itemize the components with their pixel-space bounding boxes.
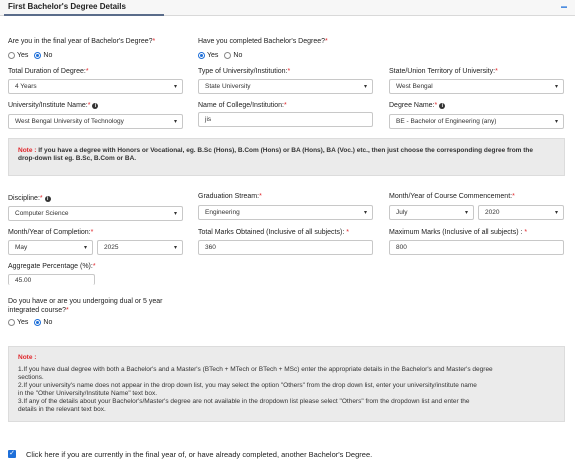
dual-degree-no-label: No <box>43 319 53 326</box>
college-input[interactable]: jis <box>198 112 373 127</box>
degree-note-text: Note : If you have a degree with Honors or Vocational, eg. B.Sc (Hons), B.Com (Hons) or BA (Hons), BA (Voc.) etc., then just choose the corresponding degree from the drop-down list eg. B.Sc, B.Com or BA. <box>18 147 534 162</box>
title-underline <box>4 14 164 16</box>
dual-degree-yes-label: Yes <box>17 319 29 326</box>
completed-no-radio[interactable] <box>224 52 231 59</box>
state-select[interactable]: West Bengal ▾ <box>389 79 564 94</box>
uni-type-label: Type of University/Institution:* <box>198 68 291 75</box>
discipline-select[interactable]: Computer Science ▾ <box>8 206 183 221</box>
dual-degree-no-radio[interactable] <box>34 319 41 326</box>
final-year-yes-label: Yes <box>17 52 29 59</box>
dual-degree-question: Do you have or are you undergoing dual or 5 year integrated course?* <box>8 298 163 314</box>
commencement-month-select[interactable]: July ▾ <box>389 205 474 220</box>
aggregate-label: Aggregate Percentage (%):* <box>8 263 96 270</box>
degree-label: Degree Name:* i <box>389 102 445 109</box>
stream-label: Graduation Stream:* <box>198 193 262 200</box>
degree-select[interactable]: BE - Bachelor of Engineering (any) ▾ <box>389 114 564 129</box>
info-icon[interactable]: i <box>45 196 51 202</box>
duration-label: Total Duration of Degree:* <box>8 68 89 75</box>
general-note-text: Note : 1.If you have dual degree with both a Bachelor's and a Master's (BTech + MTech or BTech + MSc) enter the appropriate details in the Bachelor's and Master's degree sections. 2.If your university's name does not appear in the drop down list, you may select the option "Others" from the drop down list, enter your university/institute name in the "Other University/Institute Name" text box. 3.If any of the details about your Bachelor's/Master's degree are not available in the dropdown list please select "Others" from the dropdown list and enter the details in the relevant text box. <box>18 354 493 413</box>
section-title: First Bachelor's Degree Details <box>8 2 126 11</box>
collapse-icon[interactable]: − <box>560 0 568 14</box>
completed-question: Have you completed Bachelor's Degree?* <box>198 38 328 45</box>
total-marks-input[interactable]: 360 <box>198 240 373 255</box>
another-degree-label[interactable]: Click here if you are currently in the final year of, or have already completed, another Bachelor's Degree. <box>26 450 373 459</box>
commencement-label: Month/Year of Course Commencement:* <box>389 193 515 200</box>
section-header <box>0 0 575 16</box>
another-degree-checkbox[interactable]: ✓ <box>9 450 15 457</box>
general-note-box <box>8 346 565 422</box>
completion-year-select[interactable]: 2025 ▾ <box>97 240 183 255</box>
final-year-no-radio[interactable] <box>34 52 41 59</box>
dual-degree-yes-radio[interactable] <box>8 319 15 326</box>
commencement-year-select[interactable]: 2020 ▾ <box>478 205 564 220</box>
dual-degree-radio-group <box>8 319 56 326</box>
university-select[interactable]: West Bengal University of Technology ▾ <box>8 114 183 129</box>
completed-radio-group <box>198 52 246 59</box>
state-label: State/Union Territory of University:* <box>389 68 498 75</box>
total-marks-label: Total Marks Obtained (Inclusive of all subjects): * <box>198 229 349 236</box>
stream-select[interactable]: Engineering ▾ <box>198 205 373 220</box>
completion-month-select[interactable]: May ▾ <box>8 240 93 255</box>
completion-label: Month/Year of Completion:* <box>8 229 94 236</box>
completed-yes-label: Yes <box>207 52 219 59</box>
max-marks-input[interactable]: 800 <box>389 240 564 255</box>
note-heading: Note : <box>18 354 37 361</box>
duration-select[interactable]: 4 Years ▾ <box>8 79 183 94</box>
completed-no-label: No <box>233 52 243 59</box>
college-label: Name of College/Institution:* <box>198 102 287 109</box>
final-year-no-label: No <box>43 52 53 59</box>
completed-yes-radio[interactable] <box>198 52 205 59</box>
final-year-radio-group <box>8 52 56 59</box>
degree-note-box <box>8 138 565 176</box>
max-marks-label: Maximum Marks (Inclusive of all subjects) : * <box>389 229 528 236</box>
uni-type-select[interactable]: State University ▾ <box>198 79 373 94</box>
final-year-yes-radio[interactable] <box>8 52 15 59</box>
final-year-question: Are you in the final year of Bachelor's Degree?* <box>8 38 156 45</box>
discipline-label: Discipline:* i <box>8 195 51 202</box>
university-label: University/Institute Name:* i <box>8 102 98 109</box>
aggregate-input[interactable]: 45.00 <box>8 274 95 285</box>
info-icon[interactable]: i <box>439 103 445 109</box>
info-icon[interactable]: i <box>92 103 98 109</box>
